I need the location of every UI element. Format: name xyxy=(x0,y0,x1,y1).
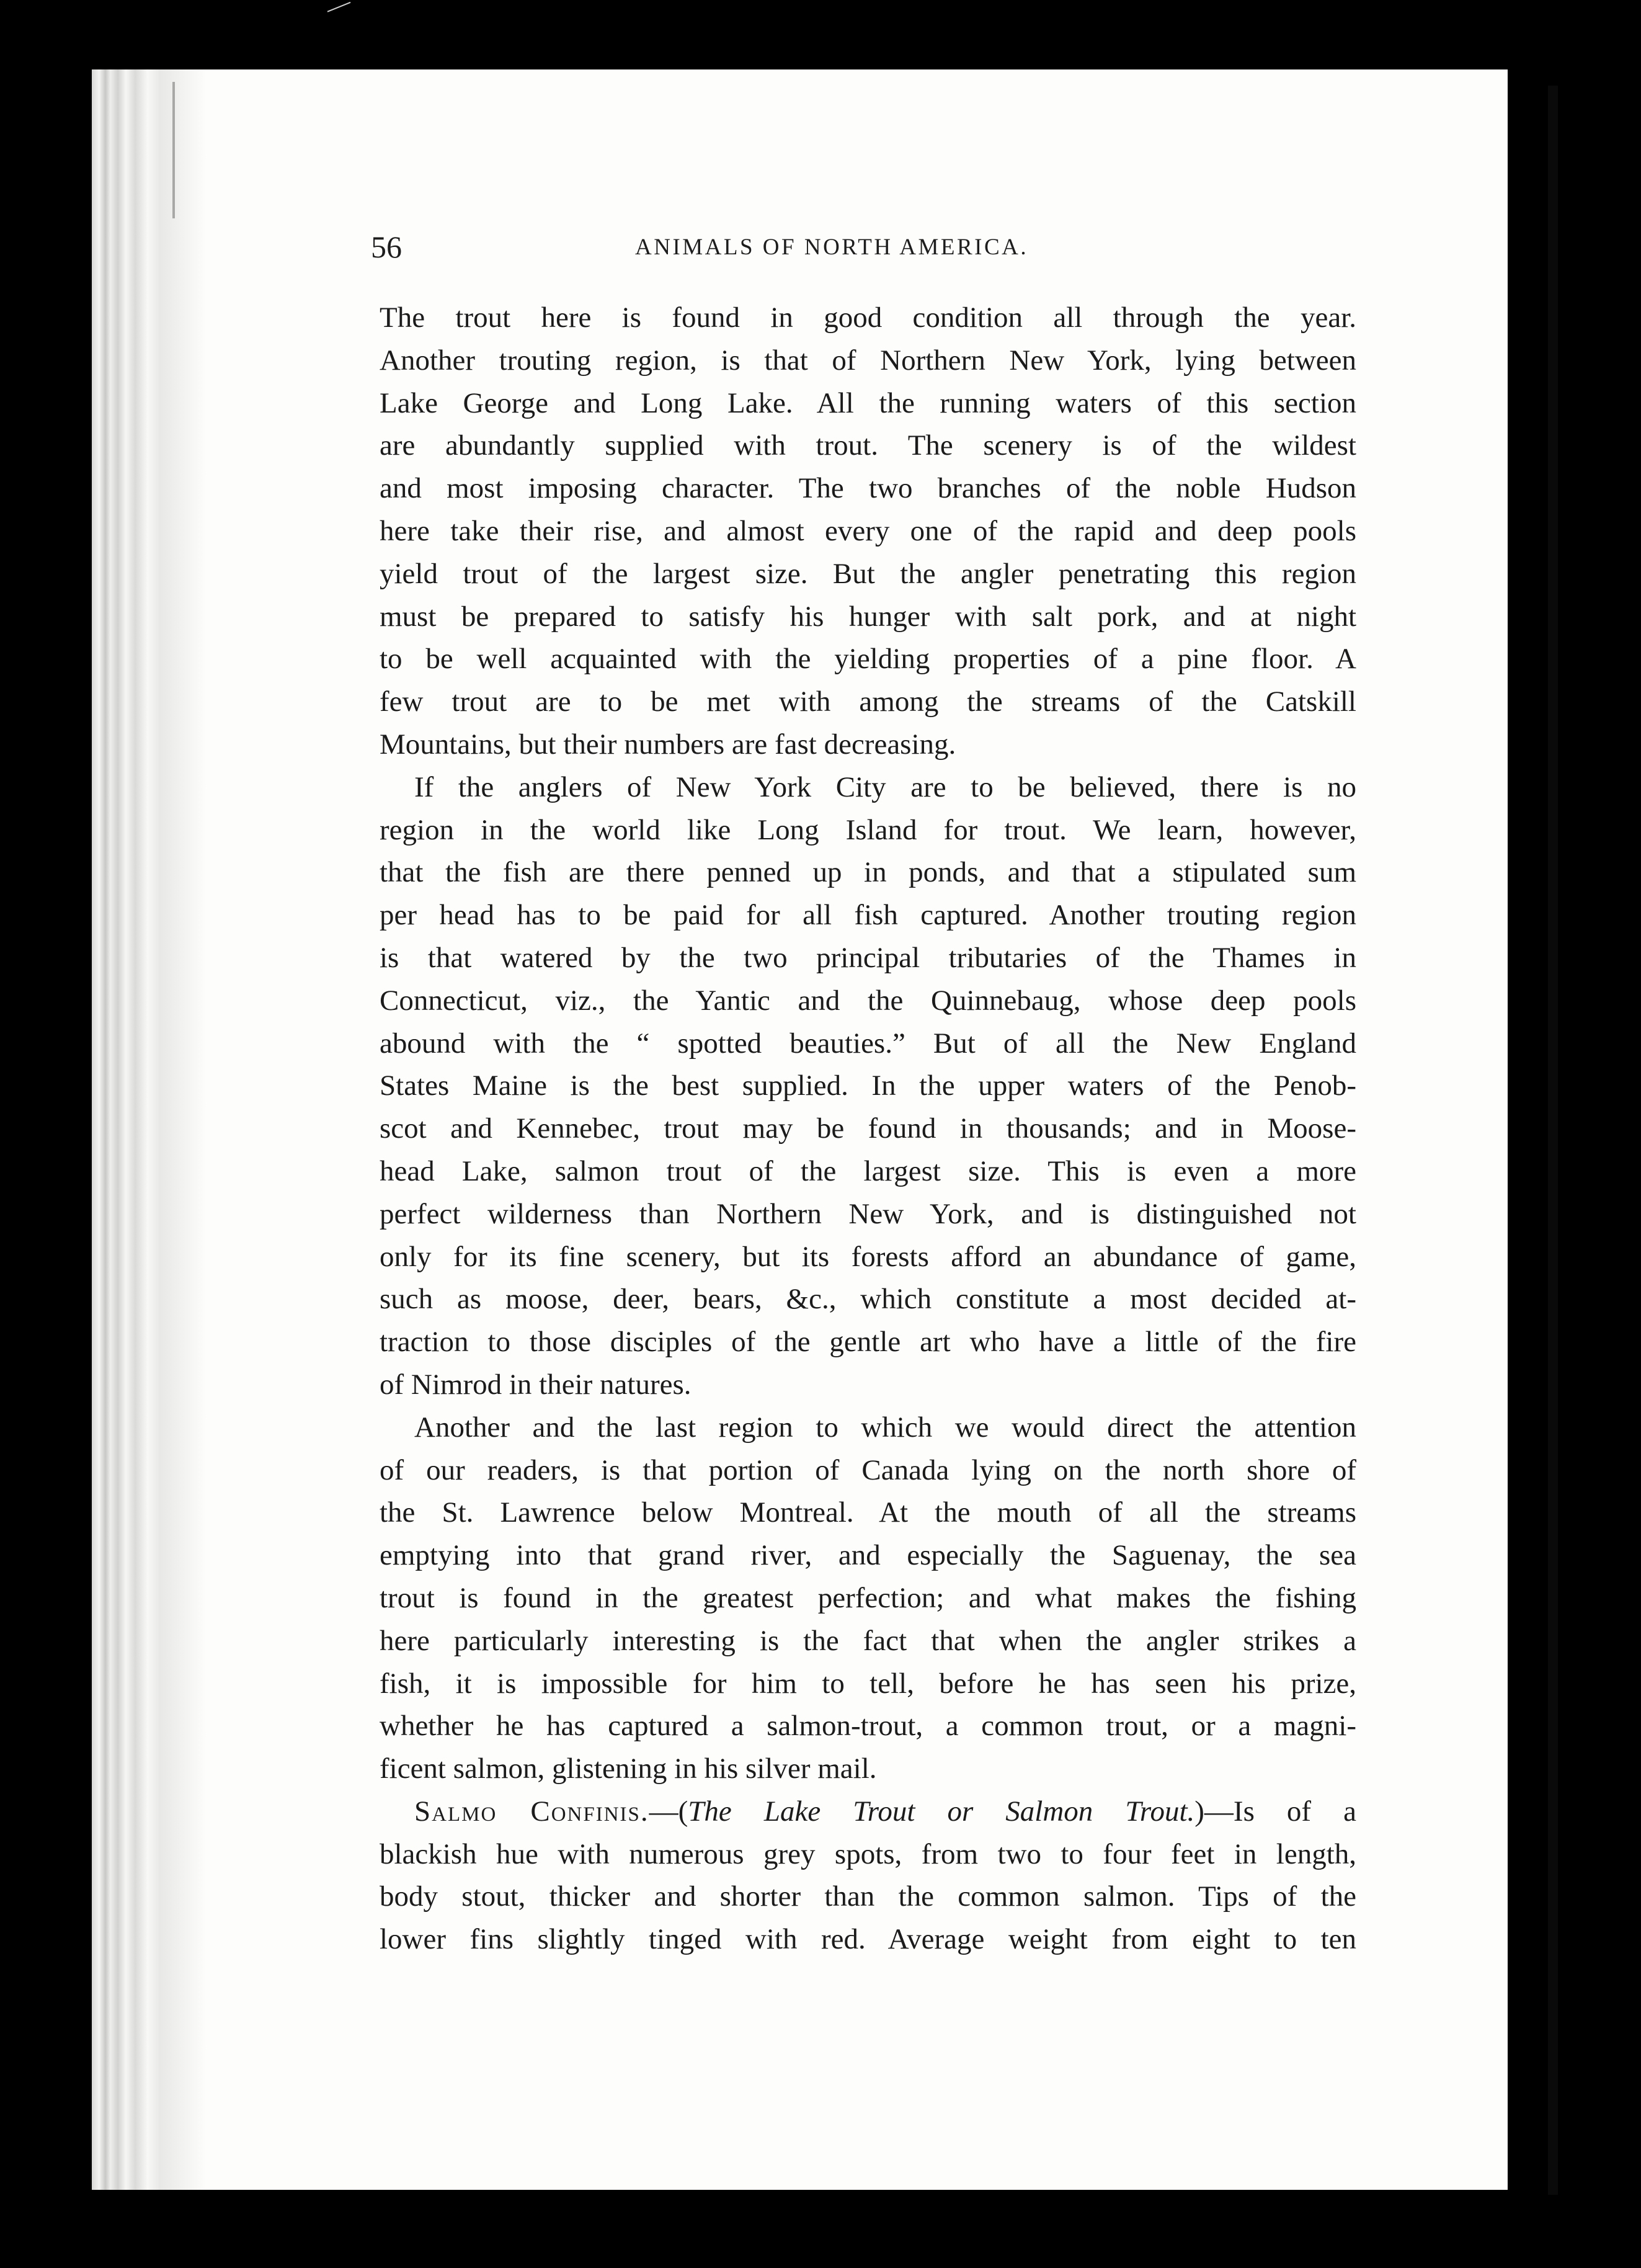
text-line: fish, it is impossible for him to tell, before he has seen his prize, xyxy=(380,1667,1356,1700)
text-line: the St. Lawrence below Montreal. At the mouth of all the streams xyxy=(380,1496,1356,1529)
text-line: that the fish are there penned up in ponds, and that a stipulated sum xyxy=(380,856,1356,889)
species-dash-open: —( xyxy=(649,1795,688,1828)
text-line: The trout here is found in good condition all through the year. xyxy=(380,301,1356,334)
text-line: per head has to be paid for all fish captured. Another trouting region xyxy=(380,899,1356,932)
page-number: 56 xyxy=(371,230,402,264)
text-line: must be prepared to satisfy his hunger with salt pork, and at night xyxy=(380,600,1356,633)
text-line: to be well acquainted with the yielding properties of a pine floor. A xyxy=(380,643,1356,676)
paragraph-start-line: If the anglers of New York City are to be believed, there is no xyxy=(414,770,1356,803)
species-dash-close: )— xyxy=(1194,1795,1234,1828)
paragraph-start-line: Another and the last region to which we would direct the attention xyxy=(414,1411,1356,1444)
text-line: few trout are to be met with among the streams of the Catskill xyxy=(380,685,1356,718)
text-line: is that watered by the two principal tributaries of the Thames in xyxy=(380,941,1356,974)
text-line: whether he has captured a salmon-trout, a common trout, or a magni- xyxy=(380,1710,1356,1743)
species-description-start: Is of a xyxy=(1233,1795,1356,1828)
text-line: region in the world like Long Island for trout. We learn, however, xyxy=(380,813,1356,846)
running-head-title: ANIMALS OF NORTH AMERICA. xyxy=(635,234,1029,260)
text-line: scot and Kennebec, trout may be found in thousands; and in Moose- xyxy=(380,1112,1356,1145)
text-line: such as moose, deer, bears, &c., which constitute a most decided at- xyxy=(380,1283,1356,1316)
running-head xyxy=(371,228,1354,266)
species-name: Salmo Confinis. xyxy=(414,1795,649,1828)
text-line: Lake George and Long Lake. All the running waters of this section xyxy=(380,386,1356,419)
text-line: ficent salmon, glistening in his silver mail. xyxy=(380,1752,877,1785)
page-right-border xyxy=(1548,86,1558,2195)
text-line: are abundantly supplied with trout. The scenery is of the wildest xyxy=(380,429,1356,462)
text-line: traction to those disciples of the gentle art who have a little of the fire xyxy=(380,1326,1356,1359)
text-line: Connecticut, viz., the Yantic and the Quinnebaug, whose deep pools xyxy=(380,984,1356,1017)
text-line: perfect wilderness than Northern New York, and is distinguished not xyxy=(380,1197,1356,1230)
text-line: Another trouting region, is that of Northern New York, lying between xyxy=(380,344,1356,377)
text-line: yield trout of the largest size. But the angler penetrating this region xyxy=(380,557,1356,590)
page-edge-shadow xyxy=(92,69,207,2190)
text-line: abound with the “ spotted beauties.” But of all the New England xyxy=(380,1027,1356,1060)
text-line: Mountains, but their numbers are fast decreasing. xyxy=(380,728,956,761)
species-entry-heading-line xyxy=(380,1790,1356,1833)
text-line: of our readers, is that portion of Canada lying on the north shore of xyxy=(380,1453,1356,1486)
text-line: head Lake, salmon trout of the largest size. This is even a more xyxy=(380,1154,1356,1187)
text-line: trout is found in the greatest perfection; and what makes the fishing xyxy=(380,1581,1356,1614)
body-text xyxy=(380,297,1356,1961)
scan-artifact-mark xyxy=(327,2,353,17)
text-line: here take their rise, and almost every one of the rapid and deep pools xyxy=(380,514,1356,547)
species-description-line: blackish hue with numerous grey spots, from two to four feet in length, xyxy=(380,1837,1356,1870)
text-line: here particularly interesting is the fact that when the angler strikes a xyxy=(380,1624,1356,1657)
species-description-line: lower fins slightly tinged with red. Average weight from eight to ten xyxy=(380,1923,1356,1956)
text-line: emptying into that grand river, and especially the Saguenay, the sea xyxy=(380,1539,1356,1572)
text-line: States Maine is the best supplied. In the upper waters of the Penob- xyxy=(380,1069,1356,1102)
text-line: only for its fine scenery, but its forests afford an abundance of game, xyxy=(380,1240,1356,1273)
species-common-name: The Lake Trout or Salmon Trout. xyxy=(688,1795,1195,1828)
text-line: of Nimrod in their natures. xyxy=(380,1368,692,1401)
species-description-line: body stout, thicker and shorter than the common salmon. Tips of the xyxy=(380,1880,1356,1913)
text-line: and most imposing character. The two branches of the noble Hudson xyxy=(380,472,1356,505)
